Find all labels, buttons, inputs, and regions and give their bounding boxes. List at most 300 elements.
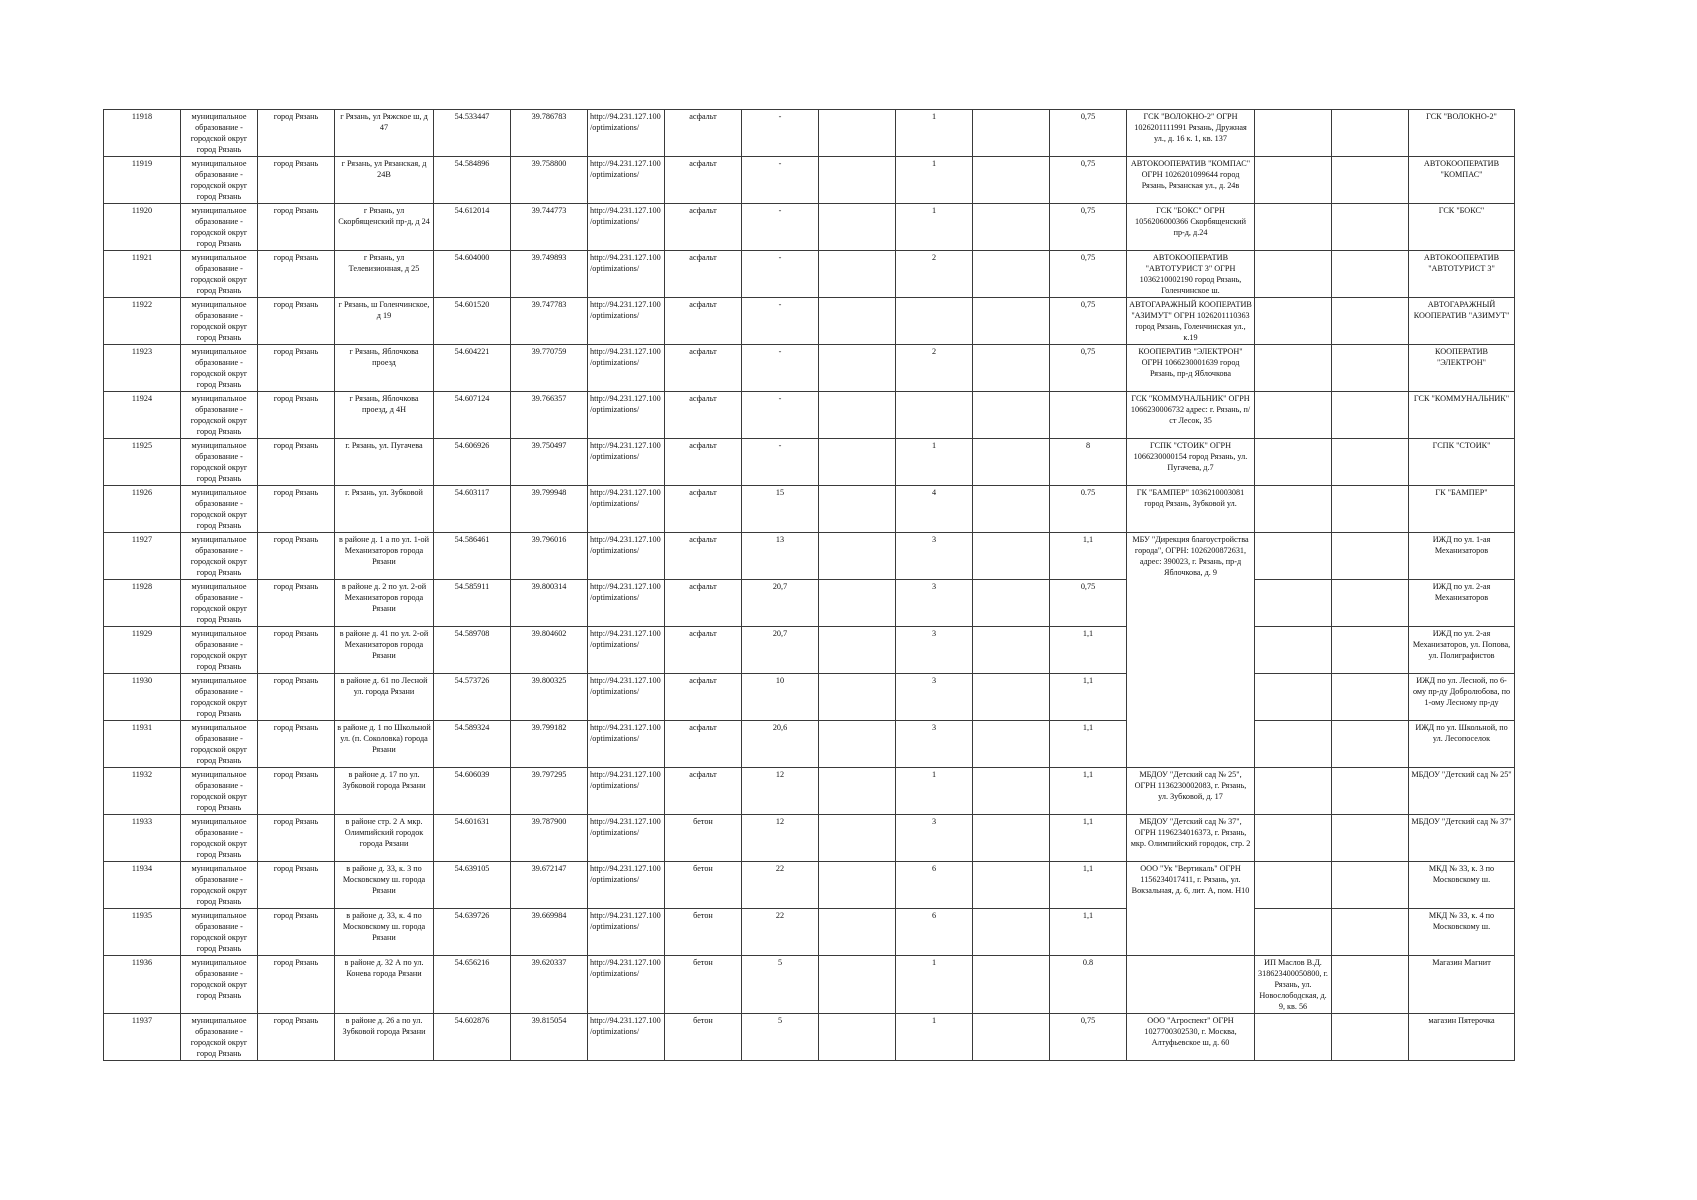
row-number-cell: 11932 <box>104 768 181 815</box>
empty-cell <box>973 580 1050 627</box>
address-cell: в районе д. 1 а по ул. 1-ой Механизаторов города Рязани <box>335 533 434 580</box>
surface-cell: асфальт <box>665 298 742 345</box>
link-cell[interactable]: http://94.231.127.100/optimizations/ <box>588 345 665 392</box>
row-number-cell: 11935 <box>104 909 181 956</box>
volume-cell: 0.75 <box>1050 486 1127 533</box>
row-number-cell: 11924 <box>104 392 181 439</box>
waste-source-cell: АВТОГАРАЖНЫЙ КООПЕРАТИВ "АЗИМУТ" <box>1409 298 1515 345</box>
longitude-cell: 39.620337 <box>511 956 588 1014</box>
surface-cell: бетон <box>665 862 742 909</box>
address-cell: в районе д. 41 по ул. 2-ой Механизаторов города Рязани <box>335 627 434 674</box>
empty-cell <box>819 298 896 345</box>
empty-cell <box>1332 486 1409 533</box>
address-cell: в районе д. 61 по Лесной ул. города Рязани <box>335 674 434 721</box>
volume-cell: 0,75 <box>1050 1014 1127 1061</box>
city-cell: город Рязань <box>258 392 335 439</box>
owner-cell: ГСПК "СТОИК" ОГРН 1066230000154 город Рязань, ул. Пугачева, д.7 <box>1127 439 1255 486</box>
surface-cell: асфальт <box>665 533 742 580</box>
container-count-cell: 3 <box>896 627 973 674</box>
waste-source-cell: ИЖД по ул. Школьной, по ул. Лесопоселок <box>1409 721 1515 768</box>
area-cell: 15 <box>742 486 819 533</box>
longitude-cell: 39.799948 <box>511 486 588 533</box>
latitude-cell: 54.601631 <box>434 815 511 862</box>
municipality-cell: муниципальное образование - городской округ город Рязань <box>181 392 258 439</box>
surface-cell: асфальт <box>665 627 742 674</box>
link-cell[interactable]: http://94.231.127.100/optimizations/ <box>588 204 665 251</box>
link-cell[interactable]: http://94.231.127.100/optimizations/ <box>588 956 665 1014</box>
empty-cell <box>973 533 1050 580</box>
municipality-cell: муниципальное образование - городской округ город Рязань <box>181 533 258 580</box>
link-cell[interactable]: http://94.231.127.100/optimizations/ <box>588 862 665 909</box>
latitude-cell: 54.604000 <box>434 251 511 298</box>
entrepreneur-cell <box>1255 251 1332 298</box>
empty-cell <box>973 298 1050 345</box>
empty-cell <box>1332 298 1409 345</box>
link-cell[interactable]: http://94.231.127.100/optimizations/ <box>588 1014 665 1061</box>
latitude-cell: 54.604221 <box>434 345 511 392</box>
empty-cell <box>973 956 1050 1014</box>
surface-cell: бетон <box>665 815 742 862</box>
entrepreneur-cell <box>1255 1014 1332 1061</box>
container-count-cell: 1 <box>896 157 973 204</box>
container-count-cell: 2 <box>896 251 973 298</box>
waste-source-cell: АВТОКООПЕРАТИВ "КОМПАС" <box>1409 157 1515 204</box>
waste-source-cell: ИЖД по ул. 2-ая Механизаторов <box>1409 580 1515 627</box>
latitude-cell: 54.612014 <box>434 204 511 251</box>
city-cell: город Рязань <box>258 909 335 956</box>
empty-cell <box>819 204 896 251</box>
row-number-cell: 11934 <box>104 862 181 909</box>
longitude-cell: 39.766357 <box>511 392 588 439</box>
registry-table <box>103 109 1515 1061</box>
surface-cell: асфальт <box>665 157 742 204</box>
area-cell: - <box>742 204 819 251</box>
entrepreneur-cell <box>1255 674 1332 721</box>
volume-cell: 1,1 <box>1050 909 1127 956</box>
latitude-cell: 54.601520 <box>434 298 511 345</box>
empty-cell <box>973 486 1050 533</box>
waste-source-cell: Магазин Магнит <box>1409 956 1515 1014</box>
city-cell: город Рязань <box>258 345 335 392</box>
container-count-cell: 4 <box>896 486 973 533</box>
link-cell[interactable]: http://94.231.127.100/optimizations/ <box>588 674 665 721</box>
latitude-cell: 54.584896 <box>434 157 511 204</box>
entrepreneur-cell <box>1255 157 1332 204</box>
surface-cell: асфальт <box>665 768 742 815</box>
waste-source-cell: ИЖД по ул. Лесной, по 6-ому пр-ду Добролюбова, по 1-ому Лесному пр-ду <box>1409 674 1515 721</box>
link-cell[interactable]: http://94.231.127.100/optimizations/ <box>588 721 665 768</box>
area-cell: - <box>742 110 819 157</box>
latitude-cell: 54.656216 <box>434 956 511 1014</box>
empty-cell <box>973 345 1050 392</box>
table-row <box>104 157 1515 204</box>
longitude-cell: 39.799182 <box>511 721 588 768</box>
empty-cell <box>973 909 1050 956</box>
latitude-cell: 54.607124 <box>434 392 511 439</box>
table-row <box>104 1014 1515 1061</box>
municipality-cell: муниципальное образование - городской округ город Рязань <box>181 580 258 627</box>
table-row <box>104 674 1515 721</box>
empty-cell <box>1332 110 1409 157</box>
surface-cell: асфальт <box>665 674 742 721</box>
empty-cell <box>973 862 1050 909</box>
city-cell: город Рязань <box>258 768 335 815</box>
longitude-cell: 39.758800 <box>511 157 588 204</box>
row-number-cell: 11929 <box>104 627 181 674</box>
row-number-cell: 11936 <box>104 956 181 1014</box>
owner-cell: ГК "БАМПЕР" 1036210003081 город Рязань, Зубковой ул. <box>1127 486 1255 533</box>
address-cell: г Рязань, Яблочкова проезд, д 4Н <box>335 392 434 439</box>
waste-source-cell: ИЖД по ул. 1-ая Механизаторов <box>1409 533 1515 580</box>
empty-cell <box>973 157 1050 204</box>
entrepreneur-cell <box>1255 110 1332 157</box>
container-count-cell: 3 <box>896 721 973 768</box>
surface-cell: асфальт <box>665 721 742 768</box>
table-row <box>104 251 1515 298</box>
container-count-cell <box>896 392 973 439</box>
volume-cell: 0.8 <box>1050 956 1127 1014</box>
entrepreneur-cell <box>1255 815 1332 862</box>
address-cell: в районе д. 33, к. 3 по Московскому ш. города Рязани <box>335 862 434 909</box>
row-number-cell: 11925 <box>104 439 181 486</box>
container-count-cell: 6 <box>896 862 973 909</box>
link-cell[interactable]: http://94.231.127.100/optimizations/ <box>588 251 665 298</box>
link-cell[interactable]: http://94.231.127.100/optimizations/ <box>588 298 665 345</box>
latitude-cell: 54.606039 <box>434 768 511 815</box>
table-row <box>104 862 1515 909</box>
surface-cell: асфальт <box>665 486 742 533</box>
empty-cell <box>973 204 1050 251</box>
municipality-cell: муниципальное образование - городской округ город Рязань <box>181 909 258 956</box>
empty-cell <box>819 862 896 909</box>
area-cell: 20,7 <box>742 580 819 627</box>
link-cell[interactable]: http://94.231.127.100/optimizations/ <box>588 909 665 956</box>
owner-cell: ООО "Ук "Вертикаль" ОГРН 1156234017411, г. Рязань, ул. Вокзальная, д. 6, лит. А, пом. Н10 <box>1127 862 1255 956</box>
waste-source-cell: МБДОУ "Детский сад № 25" <box>1409 768 1515 815</box>
address-cell: г Рязань, ул Телевизионная, д 25 <box>335 251 434 298</box>
empty-cell <box>1332 956 1409 1014</box>
surface-cell: бетон <box>665 956 742 1014</box>
empty-cell <box>819 110 896 157</box>
area-cell: - <box>742 298 819 345</box>
empty-cell <box>1332 251 1409 298</box>
volume-cell: 1,1 <box>1050 815 1127 862</box>
link-cell[interactable]: http://94.231.127.100/optimizations/ <box>588 815 665 862</box>
address-cell: г Рязань, ул Ряжское ш, д 47 <box>335 110 434 157</box>
empty-cell <box>1332 157 1409 204</box>
empty-cell <box>1332 768 1409 815</box>
container-count-cell: 1 <box>896 439 973 486</box>
waste-source-cell: ГК "БАМПЕР" <box>1409 486 1515 533</box>
row-number-cell: 11918 <box>104 110 181 157</box>
area-cell: 5 <box>742 956 819 1014</box>
entrepreneur-cell <box>1255 909 1332 956</box>
entrepreneur-cell <box>1255 533 1332 580</box>
owner-cell <box>1127 956 1255 1014</box>
owner-cell: МБДОУ "Детский сад № 37", ОГРН 1196234016373, г. Рязань, мкр. Олимпийский городок, стр. 2 <box>1127 815 1255 862</box>
empty-cell <box>1332 345 1409 392</box>
latitude-cell: 54.573726 <box>434 674 511 721</box>
entrepreneur-cell <box>1255 862 1332 909</box>
area-cell: 22 <box>742 862 819 909</box>
municipality-cell: муниципальное образование - городской округ город Рязань <box>181 956 258 1014</box>
empty-cell <box>1332 815 1409 862</box>
latitude-cell: 54.639105 <box>434 862 511 909</box>
link-cell[interactable]: http://94.231.127.100/optimizations/ <box>588 392 665 439</box>
row-number-cell: 11921 <box>104 251 181 298</box>
empty-cell <box>973 439 1050 486</box>
municipality-cell: муниципальное образование - городской округ город Рязань <box>181 486 258 533</box>
row-number-cell: 11930 <box>104 674 181 721</box>
address-cell: в районе д. 26 а по ул. Зубковой города Рязани <box>335 1014 434 1061</box>
area-cell: - <box>742 392 819 439</box>
row-number-cell: 11926 <box>104 486 181 533</box>
longitude-cell: 39.787900 <box>511 815 588 862</box>
area-cell: 20,7 <box>742 627 819 674</box>
longitude-cell: 39.744773 <box>511 204 588 251</box>
link-cell[interactable]: http://94.231.127.100/optimizations/ <box>588 439 665 486</box>
surface-cell: бетон <box>665 1014 742 1061</box>
empty-cell <box>1332 674 1409 721</box>
table-row <box>104 486 1515 533</box>
link-cell[interactable]: http://94.231.127.100/optimizations/ <box>588 580 665 627</box>
longitude-cell: 39.786783 <box>511 110 588 157</box>
longitude-cell: 39.747783 <box>511 298 588 345</box>
city-cell: город Рязань <box>258 298 335 345</box>
empty-cell <box>1332 862 1409 909</box>
table-row <box>104 721 1515 768</box>
entrepreneur-cell <box>1255 627 1332 674</box>
municipality-cell: муниципальное образование - городской округ город Рязань <box>181 627 258 674</box>
municipality-cell: муниципальное образование - городской округ город Рязань <box>181 721 258 768</box>
volume-cell: 0,75 <box>1050 298 1127 345</box>
volume-cell <box>1050 392 1127 439</box>
address-cell: г Рязань, Яблочкова проезд <box>335 345 434 392</box>
entrepreneur-cell <box>1255 439 1332 486</box>
empty-cell <box>973 768 1050 815</box>
empty-cell <box>1332 909 1409 956</box>
container-count-cell: 1 <box>896 110 973 157</box>
row-number-cell: 11933 <box>104 815 181 862</box>
area-cell: - <box>742 345 819 392</box>
address-cell: в районе д. 1 по Школьной ул. (п. Соколовка) города Рязани <box>335 721 434 768</box>
waste-source-cell: ГСК "ВОЛОКНО-2" <box>1409 110 1515 157</box>
waste-source-cell: МКД № 33, к. 4 по Московскому ш. <box>1409 909 1515 956</box>
empty-cell <box>1332 533 1409 580</box>
longitude-cell: 39.669984 <box>511 909 588 956</box>
empty-cell <box>819 768 896 815</box>
empty-cell <box>819 251 896 298</box>
row-number-cell: 11927 <box>104 533 181 580</box>
address-cell: г. Рязань, ул. Пугачева <box>335 439 434 486</box>
row-number-cell: 11923 <box>104 345 181 392</box>
municipality-cell: муниципальное образование - городской округ город Рязань <box>181 1014 258 1061</box>
empty-cell <box>819 627 896 674</box>
empty-cell <box>1332 204 1409 251</box>
row-number-cell: 11928 <box>104 580 181 627</box>
table-row <box>104 533 1515 580</box>
area-cell: 22 <box>742 909 819 956</box>
table-row <box>104 768 1515 815</box>
municipality-cell: муниципальное образование - городской округ город Рязань <box>181 862 258 909</box>
waste-source-cell: ГСК "БОКС" <box>1409 204 1515 251</box>
container-count-cell: 1 <box>896 1014 973 1061</box>
container-count-cell: 1 <box>896 768 973 815</box>
empty-cell <box>973 627 1050 674</box>
entrepreneur-cell <box>1255 768 1332 815</box>
entrepreneur-cell <box>1255 204 1332 251</box>
waste-source-cell: ГСК "КОММУНАЛЬНИК" <box>1409 392 1515 439</box>
table-row <box>104 580 1515 627</box>
longitude-cell: 39.749893 <box>511 251 588 298</box>
empty-cell <box>1332 721 1409 768</box>
surface-cell: асфальт <box>665 345 742 392</box>
municipality-cell: муниципальное образование - городской округ город Рязань <box>181 251 258 298</box>
latitude-cell: 54.602876 <box>434 1014 511 1061</box>
municipality-cell: муниципальное образование - городской округ город Рязань <box>181 345 258 392</box>
owner-cell: АВТОГАРАЖНЫЙ КООПЕРАТИВ "АЗИМУТ" ОГРН 1026201110363 город Рязань, Голенчинская ул., к.19 <box>1127 298 1255 345</box>
longitude-cell: 39.797295 <box>511 768 588 815</box>
address-cell: г Рязань, ул Рязанская, д 24В <box>335 157 434 204</box>
longitude-cell: 39.804602 <box>511 627 588 674</box>
volume-cell: 1,1 <box>1050 862 1127 909</box>
longitude-cell: 39.770759 <box>511 345 588 392</box>
owner-cell: АВТОКООПЕРАТИВ "АВТОТУРИСТ 3" ОГРН 1036210002190 город Рязань, Голенчинское ш. <box>1127 251 1255 298</box>
table-row <box>104 439 1515 486</box>
volume-cell: 1,1 <box>1050 674 1127 721</box>
city-cell: город Рязань <box>258 204 335 251</box>
link-cell[interactable]: http://94.231.127.100/optimizations/ <box>588 157 665 204</box>
surface-cell: асфальт <box>665 251 742 298</box>
city-cell: город Рязань <box>258 674 335 721</box>
empty-cell <box>973 392 1050 439</box>
empty-cell <box>1332 1014 1409 1061</box>
longitude-cell: 39.815054 <box>511 1014 588 1061</box>
container-count-cell: 1 <box>896 204 973 251</box>
owner-cell: КООПЕРАТИВ "ЭЛЕКТРОН" ОГРН 1066230001639 город Рязань, пр-д Яблочкова <box>1127 345 1255 392</box>
longitude-cell: 39.800314 <box>511 580 588 627</box>
owner-cell: ООО "Агроспект" ОГРН 1027700302530, г. Москва, Алтуфьевское ш, д. 60 <box>1127 1014 1255 1061</box>
empty-cell <box>819 157 896 204</box>
owner-cell: МБУ "Дирекция благоустройства города", ОГРН: 1026200872631, адрес: 390023, г. Рязань, пр-д Яблочкова, д. 9 <box>1127 533 1255 768</box>
municipality-cell: муниципальное образование - городской округ город Рязань <box>181 815 258 862</box>
empty-cell <box>973 110 1050 157</box>
longitude-cell: 39.800325 <box>511 674 588 721</box>
empty-cell <box>819 580 896 627</box>
volume-cell: 1,1 <box>1050 627 1127 674</box>
address-cell: в районе д. 17 по ул. Зубковой города Рязани <box>335 768 434 815</box>
surface-cell: асфальт <box>665 580 742 627</box>
link-cell[interactable]: http://94.231.127.100/optimizations/ <box>588 768 665 815</box>
city-cell: город Рязань <box>258 157 335 204</box>
area-cell: - <box>742 157 819 204</box>
volume-cell: 0,75 <box>1050 110 1127 157</box>
link-cell[interactable]: http://94.231.127.100/optimizations/ <box>588 110 665 157</box>
empty-cell <box>1332 580 1409 627</box>
city-cell: город Рязань <box>258 486 335 533</box>
table-row <box>104 627 1515 674</box>
volume-cell: 1,1 <box>1050 721 1127 768</box>
entrepreneur-cell <box>1255 298 1332 345</box>
table-row <box>104 392 1515 439</box>
owner-cell: АВТОКООПЕРАТИВ "КОМПАС" ОГРН 1026201099644 город Рязань, Рязанская ул., д. 24в <box>1127 157 1255 204</box>
empty-cell <box>973 815 1050 862</box>
entrepreneur-cell <box>1255 580 1332 627</box>
container-count-cell: 3 <box>896 674 973 721</box>
area-cell: 12 <box>742 768 819 815</box>
table-body <box>104 110 1515 1061</box>
table-row <box>104 909 1515 956</box>
row-number-cell: 11931 <box>104 721 181 768</box>
container-count-cell: 1 <box>896 956 973 1014</box>
volume-cell: 1,1 <box>1050 533 1127 580</box>
table-row <box>104 815 1515 862</box>
empty-cell <box>819 392 896 439</box>
municipality-cell: муниципальное образование - городской округ город Рязань <box>181 768 258 815</box>
empty-cell <box>819 533 896 580</box>
municipality-cell: муниципальное образование - городской округ город Рязань <box>181 298 258 345</box>
link-cell[interactable]: http://94.231.127.100/optimizations/ <box>588 533 665 580</box>
area-cell: 20,6 <box>742 721 819 768</box>
municipality-cell: муниципальное образование - городской округ город Рязань <box>181 674 258 721</box>
link-cell[interactable]: http://94.231.127.100/optimizations/ <box>588 486 665 533</box>
city-cell: город Рязань <box>258 533 335 580</box>
address-cell: в районе д. 33, к. 4 по Московскому ш. города Рязани <box>335 909 434 956</box>
latitude-cell: 54.533447 <box>434 110 511 157</box>
empty-cell <box>819 1014 896 1061</box>
waste-source-cell: магазин Пятерочка <box>1409 1014 1515 1061</box>
container-count-cell: 3 <box>896 580 973 627</box>
empty-cell <box>819 345 896 392</box>
empty-cell <box>819 674 896 721</box>
municipality-cell: муниципальное образование - городской округ город Рязань <box>181 204 258 251</box>
longitude-cell: 39.672147 <box>511 862 588 909</box>
address-cell: г Рязань, ул Скорбященский пр-д, д 24 <box>335 204 434 251</box>
address-cell: г. Рязань, ул. Зубковой <box>335 486 434 533</box>
waste-source-cell: ИЖД по ул. 2-ая Механизаторов, ул. Попова, ул. Полиграфистов <box>1409 627 1515 674</box>
surface-cell: бетон <box>665 909 742 956</box>
row-number-cell: 11920 <box>104 204 181 251</box>
row-number-cell: 11919 <box>104 157 181 204</box>
waste-source-cell: АВТОКООПЕРАТИВ "АВТОТУРИСТ 3" <box>1409 251 1515 298</box>
area-cell: 10 <box>742 674 819 721</box>
waste-source-cell: МКД № 33, к. 3 по Московскому ш. <box>1409 862 1515 909</box>
empty-cell <box>973 251 1050 298</box>
municipality-cell: муниципальное образование - городской округ город Рязань <box>181 439 258 486</box>
longitude-cell: 39.750497 <box>511 439 588 486</box>
row-number-cell: 11937 <box>104 1014 181 1061</box>
link-cell[interactable]: http://94.231.127.100/optimizations/ <box>588 627 665 674</box>
entrepreneur-cell <box>1255 721 1332 768</box>
volume-cell: 0,75 <box>1050 157 1127 204</box>
table-row <box>104 345 1515 392</box>
entrepreneur-cell <box>1255 392 1332 439</box>
owner-cell: ГСК "БОКС" ОГРН 1056206000366 Скорбященский пр-д, д.24 <box>1127 204 1255 251</box>
address-cell: в районе стр. 2 А мкр. Олимпийский городок города Рязани <box>335 815 434 862</box>
city-cell: город Рязань <box>258 721 335 768</box>
empty-cell <box>973 721 1050 768</box>
city-cell: город Рязань <box>258 862 335 909</box>
entrepreneur-cell <box>1255 486 1332 533</box>
owner-cell: ГСК "ВОЛОКНО-2" ОГРН 1026201111991 Рязань, Дружная ул., д. 16 к. 1, кв. 137 <box>1127 110 1255 157</box>
city-cell: город Рязань <box>258 251 335 298</box>
latitude-cell: 54.603117 <box>434 486 511 533</box>
surface-cell: асфальт <box>665 204 742 251</box>
empty-cell <box>1332 627 1409 674</box>
entrepreneur-cell: ИП Маслов В.Д. 318623400050800, г. Рязань, ул. Новослободская, д. 9, кв. 56 <box>1255 956 1332 1014</box>
owner-cell: ГСК "КОММУНАЛЬНИК" ОГРН 1066230006732 адрес: г. Рязань, п/ст Лесок, 35 <box>1127 392 1255 439</box>
surface-cell: асфальт <box>665 110 742 157</box>
